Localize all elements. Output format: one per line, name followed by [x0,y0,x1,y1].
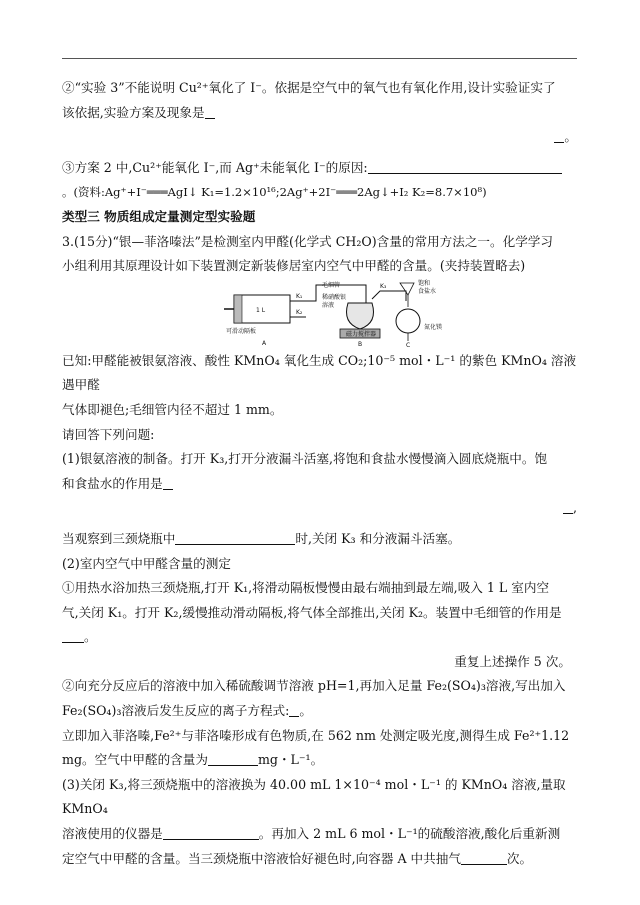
answer-blank[interactable] [163,476,173,490]
part1-line2 [62,472,577,497]
prompt: 请回答下列问题: [62,426,155,442]
part2-title: (2)室内空气中甲醛含量的测定 [62,555,231,571]
part1-line3-start: 当观察到三颈烧瓶中 [62,530,176,546]
part1-line1: (1)银氨溶液的制备。打开 K₃,打开分液漏斗活塞,将饱和食盐水慢慢滴入圆底烧瓶中。饱 [62,451,548,467]
part2-l1: ①用热水浴加热三颈烧瓶,打开 K₁,将滑动隔板慢慢由最右端抽到最左端,吸入 1 L 室内空 [62,580,550,596]
known-line2: 气体即褪色;毛细管内径不超过 1 mm。 [62,401,283,417]
label-c: C [406,341,411,349]
label-brine: 食盐水 [418,287,437,295]
label-b: B [358,340,363,348]
part2-l7-end: mg・L⁻¹。 [257,752,324,768]
answer-blank[interactable] [62,630,84,644]
section-title: 类型三 物质组成定量测定型实验题 [62,208,256,224]
q2-line2 [62,101,577,126]
part2-l4: ②向充分反应后的溶液中加入稀硫酸调节溶液 pH=1,再加入足量 Fe₂(SO₄)₃溶液,写出加入 [62,678,566,694]
part1-line3 [62,527,577,552]
q2-end-mark: 。 [564,129,577,145]
part1-line2b [62,496,577,521]
part3-l1: (3)关闭 K₃,将三颈烧瓶中的溶液换为 40.00 mL 1×10⁻⁴ mol・L⁻¹ 的 KMnO₄ 溶液,量取 KMnO₄ [62,776,566,817]
part2-l7 [62,748,577,773]
answer-blank[interactable] [163,826,259,840]
label-solution: 溶液 [322,301,335,309]
part2-l2-text: 气,关闭 K₁。打开 K₂,缓慢推动滑动隔板,将气体全部推出,关闭 K₂。装置中毛细管的作用是 [62,604,562,620]
label-k3: K₃ [380,282,387,290]
answer-blank[interactable] [205,105,215,119]
label-k1: K₁ [296,292,303,300]
part2-l5-text: Fe₂(SO₄)₃溶液后发生反应的离子方程式: [62,703,290,719]
answer-blank[interactable] [289,703,299,717]
part2-l5 [62,699,577,724]
part3-l3 [62,847,577,872]
label-stirrer: 磁力搅拌器 [346,330,377,338]
part2-l7-start: mg。空气中甲醛的含量为 [62,752,208,768]
part2-l6: 立即加入菲洛嗪,Fe²⁺与菲洛嗪形成有色物质,在 562 nm 处测定吸光度,测得生成 Fe²⁺1.12 [62,727,570,743]
top-rule [62,58,577,59]
part1-line2-text: 和食盐水的作用是 [62,475,163,491]
label-nitride: 氮化镁 [424,323,443,331]
part2-l2 [62,601,577,650]
label-volume: 1 L [256,306,266,314]
label-capillary: 毛细管 [322,281,341,289]
answer-blank[interactable] [368,160,562,174]
answer-blank[interactable] [554,130,564,144]
label-a: A [262,339,267,347]
answer-blank[interactable] [563,501,573,515]
q3-line1 [62,156,577,181]
answer-blank[interactable] [208,753,258,767]
label-partition: 可滑动隔板 [226,327,257,335]
q3-line2: 。(资料:Ag⁺+I⁻═══AgI↓ K₁=1.2×10¹⁶;2Ag⁺+2I⁻═══2Ag↓+I₂ K₂=8.7×10⁸) [62,185,487,200]
label-saturated: 饱和 [418,279,431,287]
part2-l3: 重复上述操作 5 次。 [454,653,571,669]
part1-end-mark: , [572,500,577,516]
part3-l2-end: 。再加入 2 mL 6 mol・L⁻¹的硫酸溶液,酸化后重新测 [258,826,561,842]
q2-line3 [62,125,577,150]
known-line1: 已知:甲醛能被银氨溶液、酸性 KMnO₄ 氧化生成 CO₂;10⁻⁵ mol・L⁻¹ 的紫色 KMnO₄ 溶液遇甲醛 [62,352,577,393]
answer-blank[interactable] [461,851,507,865]
part1-line3-end: 时,关闭 K₃ 和分液漏斗活塞。 [295,530,461,546]
part3-l2 [62,822,577,847]
problem-line2: 小组利用其原理设计如下装置测定新装修居室内空气中甲醛的含量。(夹持装置略去) [62,258,526,274]
q2-line1: ②“实验 3”不能说明 Cu²⁺氧化了 I⁻。依据是空气中的氧气也有氧化作用,设计实验证实了 [62,80,556,95]
q3-line1-text: ③方案 2 中,Cu²⁺能氧化 I⁻,而 Ag⁺未能氧化 I⁻的原因: [62,159,368,175]
label-acid: 稀硝酸银 [322,293,347,301]
part2-l2-end: 。 [84,629,97,645]
apparatus-figure [220,279,480,349]
part3-l3-start: 定空气中甲醛的含量。当三颈烧瓶中溶液恰好褪色时,向容器 A 中共抽气 [62,850,461,866]
part2-l5-end: 。 [299,703,312,719]
document-body [62,76,577,871]
apparatus-diagram [62,279,577,349]
label-k2: K₂ [296,308,303,316]
q2-line2-text: 该依据,实验方案及现象是 [62,104,205,120]
part3-l3-end: 次。 [506,850,533,866]
part3-l2-start: 溶液使用的仪器是 [62,826,163,842]
answer-blank[interactable] [175,531,295,545]
problem-line1: 3.(15分)“银—菲洛嗪法”是检测室内甲醛(化学式 CH₂O)含量的常用方法之一。化学学习 [62,233,553,249]
